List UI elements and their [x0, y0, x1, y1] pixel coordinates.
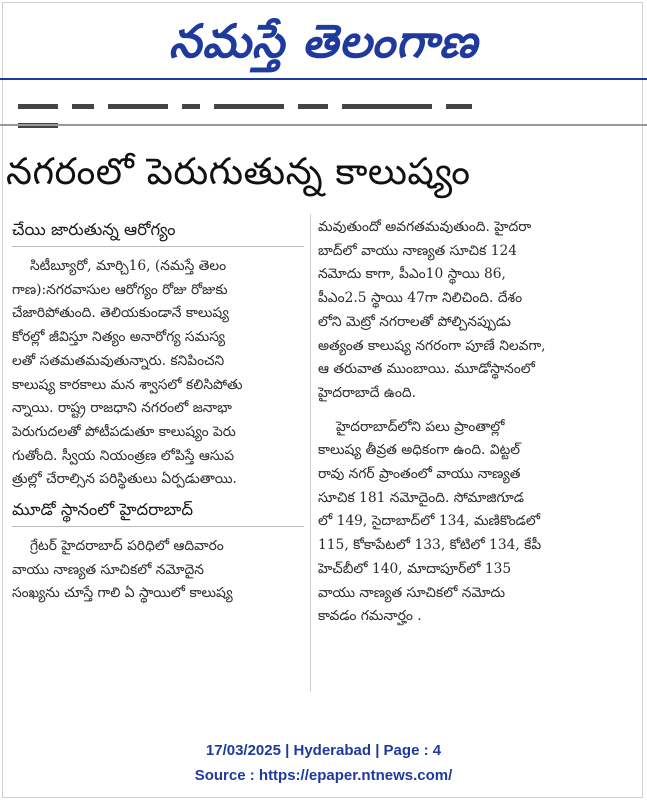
text-line: గుతోంది. స్వీయ నియంత్రణ లోపిస్తే ఆసుప: [12, 447, 235, 464]
text-line: త్రుల్లో చేరాల్సిన పరిస్థితులు ఏర్పడుతాయి.: [12, 471, 237, 488]
text-line: నమోదు కాగా, పీఎం10 స్థాయి 86,: [318, 266, 506, 283]
text-line: హైదరాబాదే ఉంది.: [318, 384, 416, 401]
text-line: పెరుగుదలతో పోటీపడుతూ కాలుష్యం పెరు: [12, 423, 236, 440]
edition-info: 17/03/2025 | Hyderabad | Page : 4: [205, 742, 442, 759]
text-line: హైదరాబాద్‌లోని పలు ప్రాంతాల్లో: [336, 418, 505, 435]
text-line: గ్రేటర్ హైదరాబాద్ పరిధిలో ఆదివారం: [30, 538, 224, 555]
text-line: పీఎం2.5 స్థాయి 47గా నిలిచింది. దేశం: [318, 290, 523, 307]
text-line: కావడం గమనార్హం .: [318, 608, 422, 625]
text-line: సూచిక 181 నమోదైంది. సోమాజిగూడ: [318, 489, 524, 506]
subhead-third-place: మూడో స్థానంలో హైదరాబాద్: [12, 496, 304, 527]
text-line: చేజారిపోతుంది. తెలియకుండానే కాలుష్య: [12, 305, 230, 322]
text-line: కోరల్లో జీవిస్తూ నిత్యం అనారోగ్య సమస్య: [12, 329, 226, 346]
text-line: బాద్‌లో వాయు నాణ్యత సూచిక 124: [318, 242, 518, 259]
text-line: కాలుష్య తీవ్రత అధికంగా ఉంది. విట్టల్: [318, 442, 521, 459]
text-line: హెచ్‌బీలో 140, మాదాపూర్‌లో 135: [318, 560, 512, 577]
source-link[interactable]: Source : https://epaper.ntnews.com/: [194, 767, 453, 784]
masthead-logo: నమస్తే తెలంగాణ: [168, 14, 479, 68]
clipped-text-strip: [18, 96, 498, 106]
text-line: అత్యంత కాలుష్య నగరంగా పూణే నిలవగా,: [318, 337, 546, 354]
text-line: మవుతుందో అవగతమవుతుంది. హైదరా: [318, 219, 532, 235]
text-line: ఆ తరువాత ముంబాయి. మూడోస్థానంలో: [318, 361, 535, 378]
text-line: వాయు నాణ్యత సూచికలో నమోదు: [318, 584, 506, 601]
text-line: గాణ):నగరవాసుల ఆరోగ్యం రోజు రోజుకు: [12, 281, 228, 298]
text-line: లతో సతమతమవుతున్నారు. కనిపించని: [12, 352, 225, 369]
left-column: [12, 216, 304, 606]
text-line: లోని మెట్రో నగరాలతో పోల్చినప్పుడు: [318, 313, 511, 330]
subhead-health: చేయి జారుతున్న ఆరోగ్యం: [12, 216, 304, 247]
text-line: సంఖ్యను చూస్తే గాలి ఏ స్థాయిలో కాలుష్య: [12, 585, 233, 602]
paragraph-gap: [318, 406, 634, 416]
text-line: కాలుష్య కారకాలు మన శ్వాసలో కలిసిపోతు: [12, 376, 243, 393]
text-line: సిటీబ్యూరో, మార్చి16, (నమస్తే తెలం: [30, 258, 227, 274]
article-headline: నగరంలో పెరుగుతున్న కాలుష్యం: [6, 150, 471, 193]
column-divider: [310, 214, 311, 692]
text-line: 115, కోకాపేటలో 133, కోటిలో 134, కేపీ: [318, 537, 542, 554]
right-paragraph-2: [318, 416, 634, 629]
text-line: రావు నగర్ ప్రాంతంలో వాయు నాణ్యత: [318, 466, 521, 483]
right-paragraph-1: [318, 216, 634, 406]
headline-top-divider: [0, 124, 647, 126]
text-line: న్నాయి. రాష్ట్ర రాజధాని నగరంలో జనాభా: [12, 400, 232, 417]
text-line: లో 149, సైదాబాద్‌లో 134, మణికొండలో: [318, 513, 541, 530]
left-paragraph-2: [12, 535, 304, 606]
right-column: [318, 216, 634, 629]
left-paragraph-1: [12, 255, 304, 492]
text-line: వాయు నాణ్యత సూచికలో నమోదైన: [12, 561, 204, 578]
page-footer: [0, 738, 647, 788]
masthead-divider: [0, 78, 647, 80]
masthead: [0, 6, 647, 76]
